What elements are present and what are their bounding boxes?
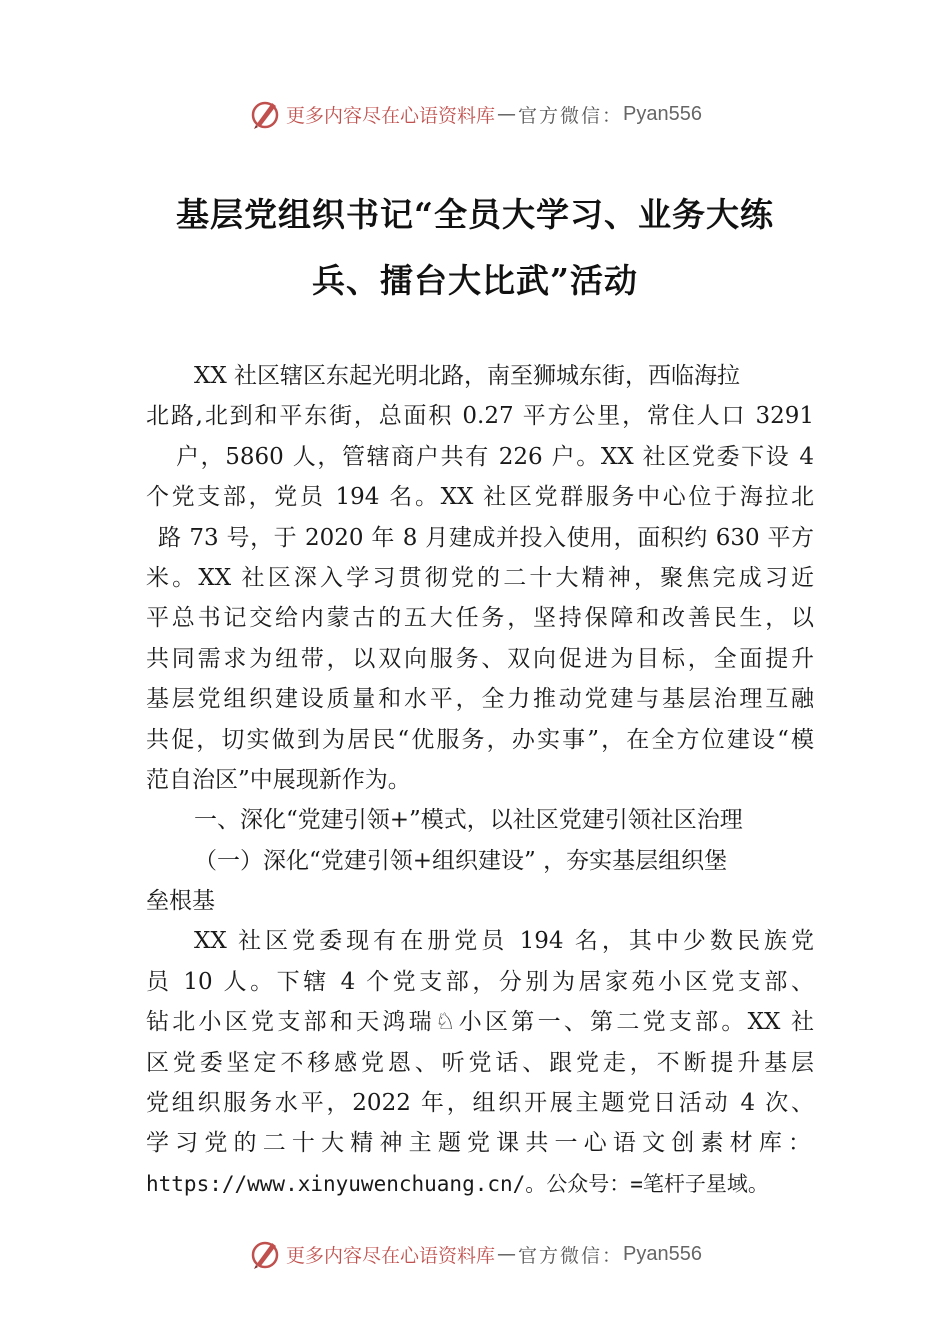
body-line: 党组织服务水平，2022 年，组织开展主题党日活动 4 次、: [146, 1090, 814, 1117]
title-line-2: 兵、擂台大比武”活动: [312, 261, 638, 300]
section-heading: 一、深化“党建引领+”模式，以社区党建引领社区治理: [194, 807, 743, 834]
body-line: 共促，切实做到为居民“优服务，办实事”，在全方位建设“模: [146, 726, 814, 753]
body-line: XX 社区党委现有在册党员 194 名，其中少数民族党: [194, 928, 814, 955]
body-line: 基层党组织建设质量和水平，全力推动党建与基层治理互融: [146, 686, 814, 713]
body-line: 学习党的二十大精神主题党课共一心语文创素材库：: [146, 1130, 814, 1157]
subsection-heading-cont: 垒根基: [146, 888, 215, 915]
site-name: 更多内容尽在心语资料库: [286, 1244, 496, 1267]
body-line: 区党委坚定不移感党恩、听党话、跟党走，不断提升基层: [146, 1049, 814, 1076]
body-line: 户，5860 人，管辖商户共有 226 户。XX 社区党委下设 4: [176, 443, 814, 470]
body-line: 钻北小区党支部和天鸿瑞♘小区第一、第二党支部。XX 社: [146, 1009, 814, 1036]
footer-watermark-banner: [0, 1234, 950, 1274]
pen-logo-icon: [248, 1237, 282, 1271]
body-line: 平总书记交给内蒙古的五大任务，坚持保障和改善民生，以: [146, 605, 814, 632]
subsection-heading: （一）深化“党建引领+组织建设” ，夯实基层组织堡: [194, 847, 728, 874]
wechat-label: 官方微信：: [518, 104, 624, 127]
body-line: 范自治区”中展现新作为。: [146, 766, 411, 793]
site-name: 更多内容尽在心语资料库: [286, 104, 496, 127]
body-line: 路 73 号，于 2020 年 8 月建成并投入使用，面积约 630 平方: [158, 524, 814, 551]
body-line: 个党支部，党员 194 名。XX 社区党群服务中心位于海拉北: [146, 484, 814, 511]
header-watermark-banner: [0, 94, 950, 134]
document-title: [120, 182, 830, 314]
body-line-url: https://www.xinyuwenchuang.cn/。公众号：=笔杆子星域。: [146, 1171, 769, 1196]
body-line: 共同需求为纽带，以双向服务、双向促进为目标，全面提升: [146, 645, 814, 672]
banner-dash: —: [497, 1243, 517, 1265]
body-line: XX 社区辖区东起光明北路，南至狮城东街，西临海拉: [194, 363, 741, 389]
document-body: [146, 356, 814, 1204]
banner-dash: —: [497, 103, 517, 125]
pen-logo-icon: [248, 97, 282, 131]
body-line: 员 10 人。下辖 4 个党支部，分别为居家苑小区党支部、: [146, 968, 814, 995]
body-line: 北路,北到和平东街，总面积 0.27 平方公里，常住人口 3291: [146, 403, 814, 430]
wechat-id: Pyan556: [623, 102, 702, 125]
body-line: 米。XX 社区深入学习贯彻党的二十大精神，聚焦完成习近: [146, 564, 814, 591]
wechat-label: 官方微信：: [518, 1244, 624, 1267]
wechat-id: Pyan556: [623, 1242, 702, 1265]
title-line-1: 基层党组织书记“全员大学习、业务大练: [176, 195, 774, 234]
